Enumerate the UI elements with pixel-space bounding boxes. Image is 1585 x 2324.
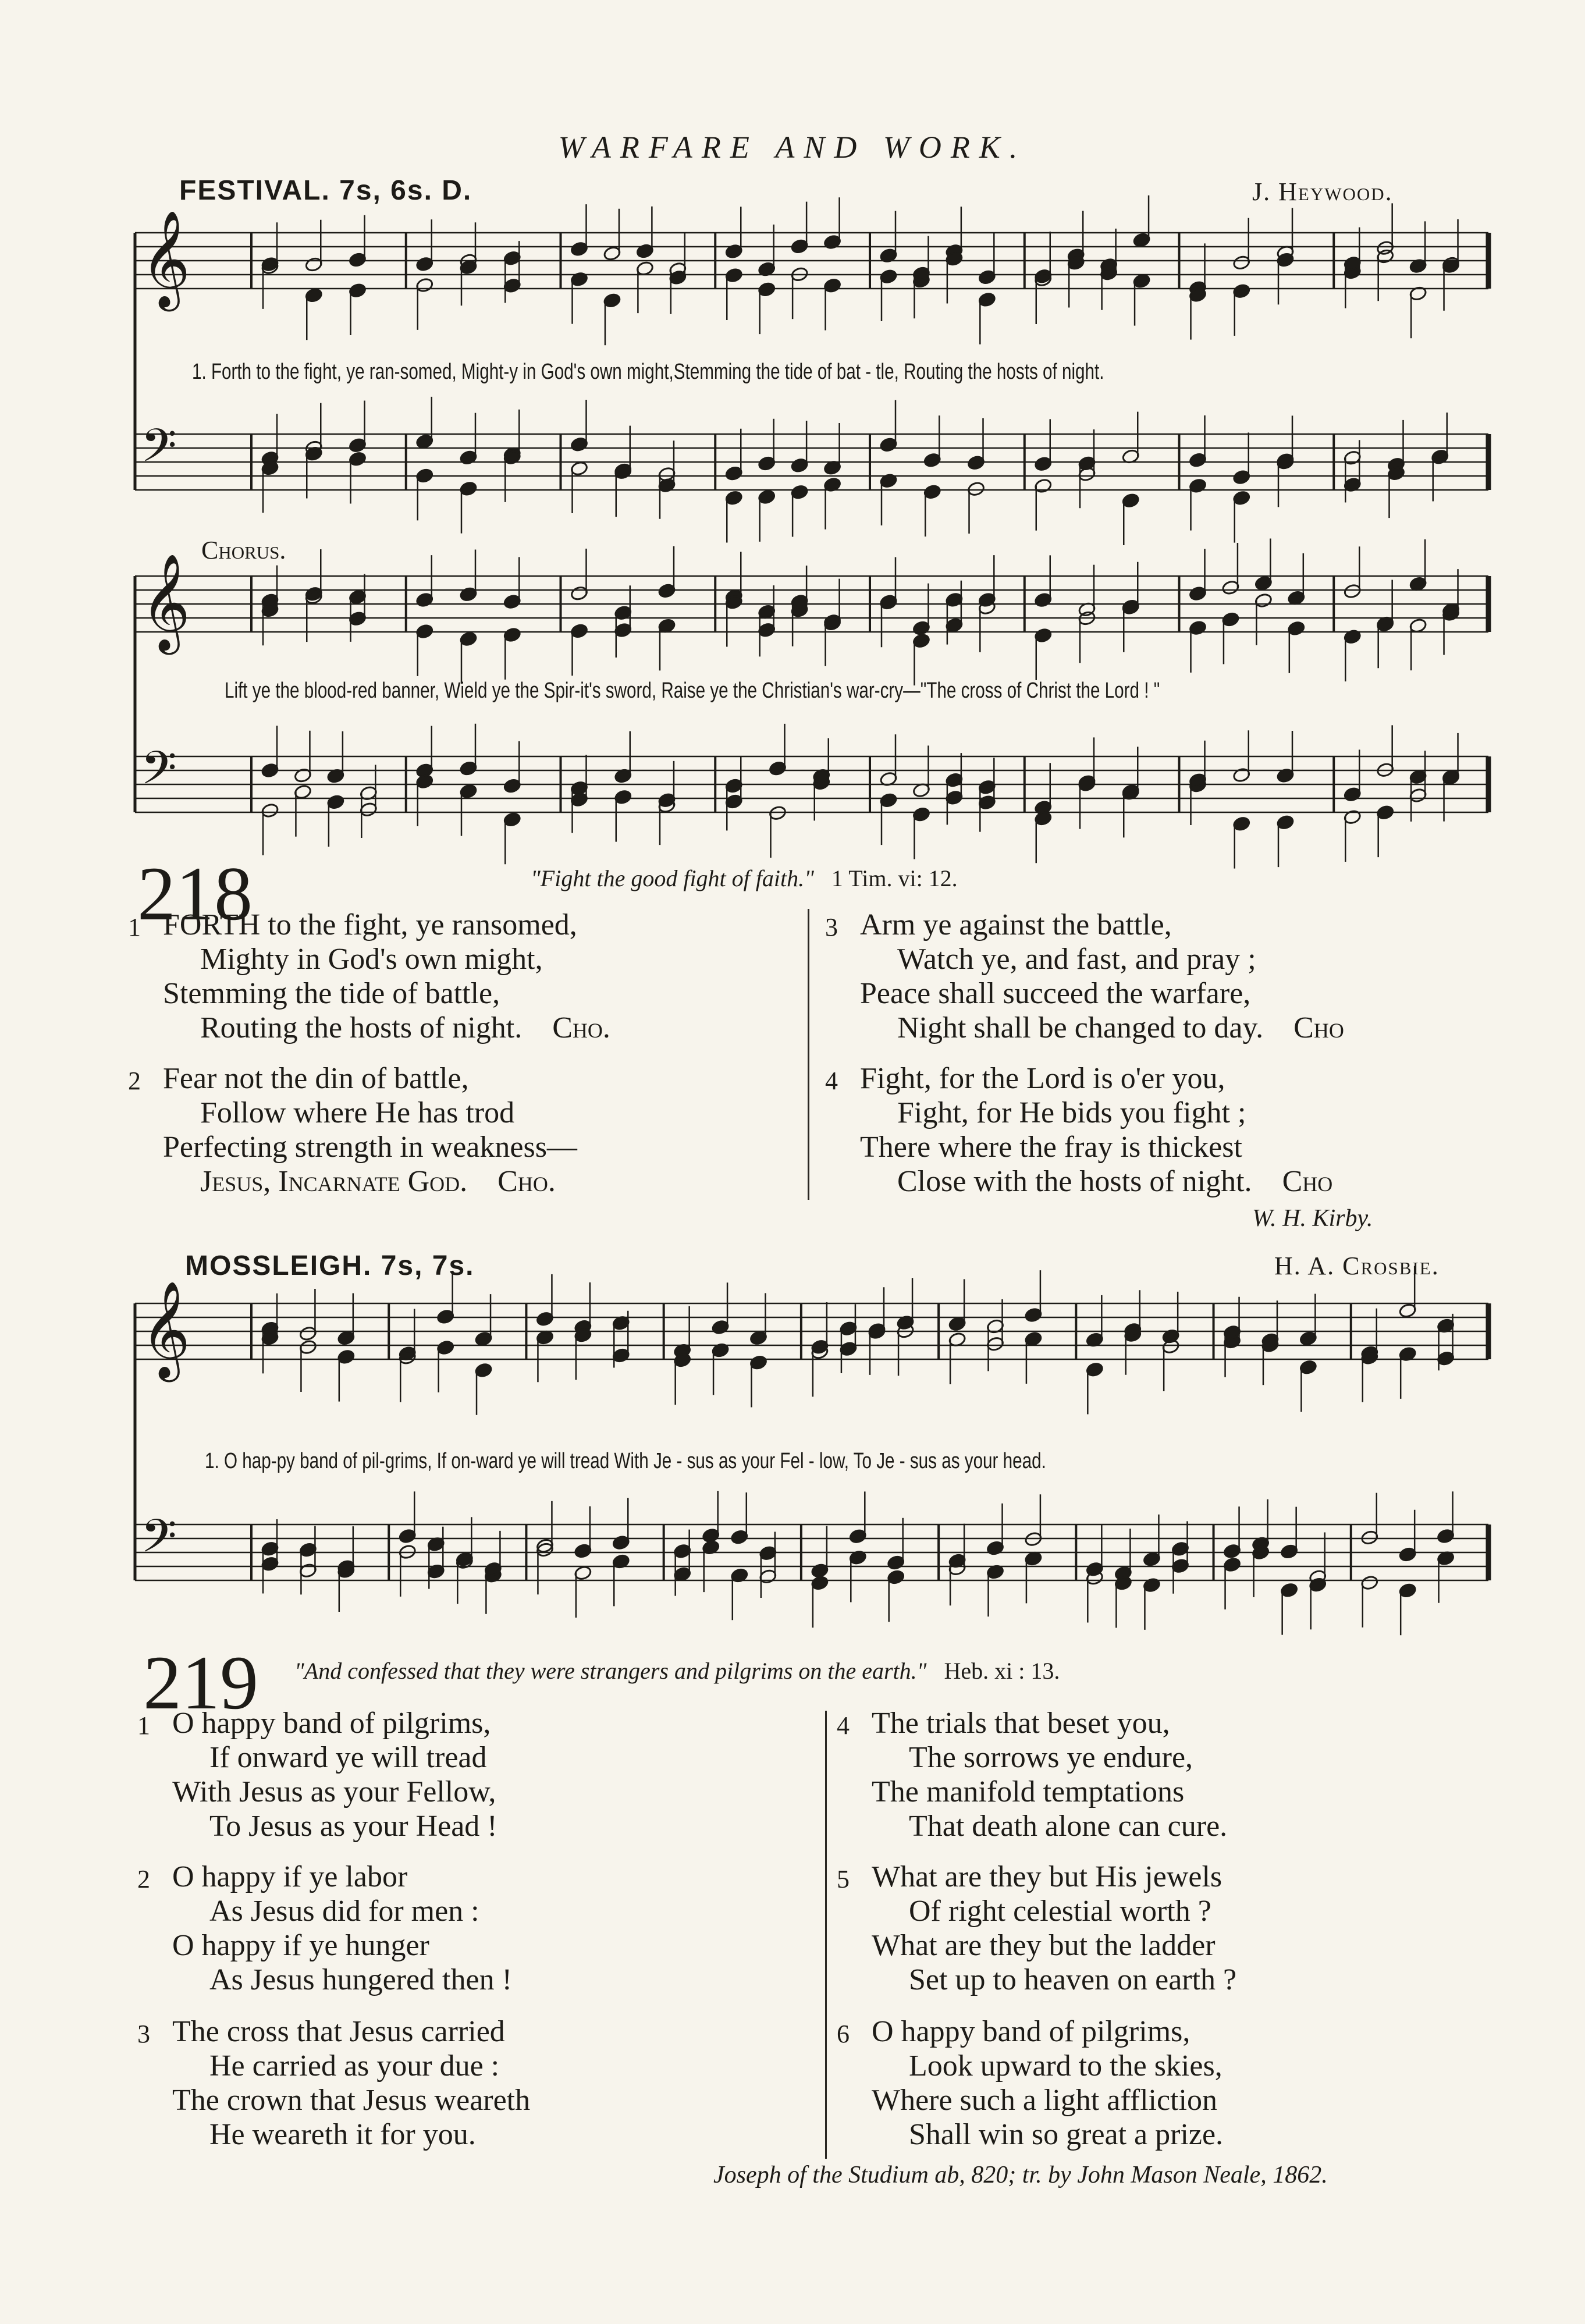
verse-line (860, 1164, 1332, 1199)
verse-218-4 (825, 1061, 1333, 1199)
hymn-number-219: 219 (143, 1640, 258, 1725)
verse-line (860, 1011, 1344, 1045)
epigraph-218 (531, 865, 958, 892)
verse-line: What are they but the ladder (872, 1929, 1216, 1962)
hymn-number-218: 218 (137, 851, 253, 936)
column-divider (808, 909, 809, 1200)
verse-line: Watch ye, and fast, and pray ; (897, 943, 1256, 976)
epigraph-quote: "Fight the good fight of faith." (531, 865, 814, 891)
verse-line: The trials that beset you, (872, 1707, 1170, 1740)
verse-line: FORTH to the fight, ye ransomed, (163, 908, 577, 941)
verse-line: Stemming the tide of battle, (163, 977, 500, 1010)
bass-clef: 𝄢 (141, 418, 177, 484)
lyrics-line-1: 1. Forth to the fight, ye ran-somed, Might-y in God's own might,Stemming the tide of bat - tle, Routing the hosts of night. (192, 360, 1104, 384)
verse-number: 3 (137, 2020, 150, 2048)
author-kirby: W. H. Kirby. (1252, 1205, 1373, 1232)
verse-line: To Jesus as your Head ! (209, 1810, 497, 1843)
verse-number: 1 (137, 1711, 150, 1740)
chorus-marker: Cho. (497, 1165, 556, 1198)
lyrics-line-mossleigh: 1. O hap-py band of pil-grims, If on-ward ye will tread With Je - sus as your Fel - low, To Je - sus as your head. (205, 1449, 1046, 1473)
treble-clef: 𝄞 (141, 552, 191, 651)
verse-number: 3 (825, 913, 838, 941)
chorus-marker: Cho. (552, 1011, 610, 1044)
column-divider (825, 1711, 827, 2159)
verse-line: The cross that Jesus carried (172, 2015, 505, 2048)
page-header: WARFARE AND WORK. (558, 130, 1027, 165)
verse-line: O happy if ye labor (172, 1860, 408, 1893)
verse-219-1 (137, 1706, 497, 1843)
tune-name-festival: FESTIVAL. 7s, 6s. D. (179, 175, 472, 206)
verse-line: Of right celestial worth ? (909, 1895, 1211, 1928)
verse-line (163, 1164, 577, 1199)
verse-number: 1 (128, 913, 141, 941)
verse-line: As Jesus hungered then ! (209, 1963, 512, 1996)
chorus-marker: Cho (1293, 1011, 1344, 1044)
bass-clef: 𝄢 (141, 1509, 177, 1575)
verse-line: O happy band of pilgrims, (872, 2015, 1190, 2048)
verse-219-5 (837, 1860, 1237, 1997)
verse-line: Peace shall succeed the warfare, (860, 977, 1251, 1010)
verse-219-3 (137, 2014, 531, 2152)
verse-line: He carried as your due : (209, 2049, 500, 2083)
verse-line: Fight, for the Lord is o'er you, (860, 1062, 1225, 1095)
verse-line: Look upward to the skies, (909, 2049, 1222, 2083)
verse-line: O happy band of pilgrims, (172, 1707, 491, 1740)
epigraph-reference: 1 Tim. vi: 12. (831, 865, 958, 891)
verse-218-3 (825, 908, 1344, 1045)
verse-line: As Jesus did for men : (209, 1895, 479, 1928)
verse-line: There where the fray is thickest (860, 1131, 1242, 1164)
verse-line: O happy if ye hunger (172, 1929, 429, 1962)
verse-219-4 (837, 1706, 1228, 1843)
verse-number: 5 (837, 1865, 850, 1893)
verse-line (163, 1011, 610, 1045)
verse-number: 2 (128, 1067, 141, 1095)
epigraph-quote: "And confessed that they were strangers and pilgrims on the earth." (294, 1658, 927, 1684)
epigraph-reference: Heb. xi : 13. (944, 1658, 1060, 1684)
verse-219-6 (837, 2014, 1224, 2152)
verse-line: Mighty in God's own might, (200, 943, 543, 976)
chorus-marker: Cho (1282, 1165, 1333, 1198)
verse-line: If onward ye will tread (209, 1741, 487, 1774)
treble-clef: 𝄞 (141, 1280, 191, 1378)
tune-composer-heywood: J. Heywood. (1252, 177, 1393, 206)
translation-credit: Joseph of the Studium ab, 820; tr. by John Mason Neale, 1862. (713, 2162, 1328, 2188)
verse-line: The sorrows ye endure, (909, 1741, 1193, 1774)
verse-line: Where such a light affliction (872, 2084, 1217, 2117)
verse-line: Fear not the din of battle, (163, 1062, 469, 1095)
verse-219-2 (137, 1860, 512, 1997)
verse-line: That death alone can cure. (909, 1810, 1228, 1843)
verse-218-1 (128, 908, 610, 1045)
lyrics-chorus: Lift ye the blood-red banner, Wield ye the Spir-it's sword, Raise ye the Christian's war-cry—"The cross of Christ the Lord ! " (225, 678, 1160, 703)
verse-line: Perfecting strength in weakness— (163, 1131, 577, 1164)
verse-line: Arm ye against the battle, (860, 908, 1172, 941)
verse-number: 2 (137, 1865, 150, 1893)
treble-clef: 𝄞 (141, 209, 191, 307)
chorus-label: Chorus. (201, 536, 286, 564)
tune-composer-crosbie: H. A. Crosbie. (1274, 1252, 1440, 1280)
verse-line-text: Close with the hosts of night. (897, 1165, 1252, 1198)
verse-line: He weareth it for you. (209, 2118, 476, 2151)
verse-line: The manifold temptations (872, 1775, 1185, 1808)
verse-line: Shall win so great a prize. (909, 2118, 1224, 2151)
verse-line-text: Night shall be changed to day. (897, 1011, 1264, 1044)
bass-clef: 𝄢 (141, 741, 177, 806)
verse-line: What are they but His jewels (872, 1860, 1222, 1893)
verse-number: 4 (837, 1711, 850, 1740)
verse-line: Fight, for He bids you fight ; (897, 1096, 1246, 1129)
verse-number: 4 (825, 1067, 838, 1095)
verse-line-text: Jesus, Incarnate God. (200, 1165, 468, 1198)
epigraph-219 (294, 1657, 1060, 1685)
verse-line-text: Routing the hosts of night. (200, 1011, 523, 1044)
verse-line: With Jesus as your Fellow, (172, 1775, 496, 1808)
tune-name-mossleigh: MOSSLEIGH. 7s, 7s. (185, 1250, 475, 1281)
verse-line: Follow where He has trod (200, 1096, 515, 1129)
verse-line: The crown that Jesus weareth (172, 2084, 531, 2117)
verse-218-2 (128, 1061, 577, 1199)
verse-number: 6 (837, 2020, 850, 2048)
verse-line: Set up to heaven on earth ? (909, 1963, 1237, 1996)
